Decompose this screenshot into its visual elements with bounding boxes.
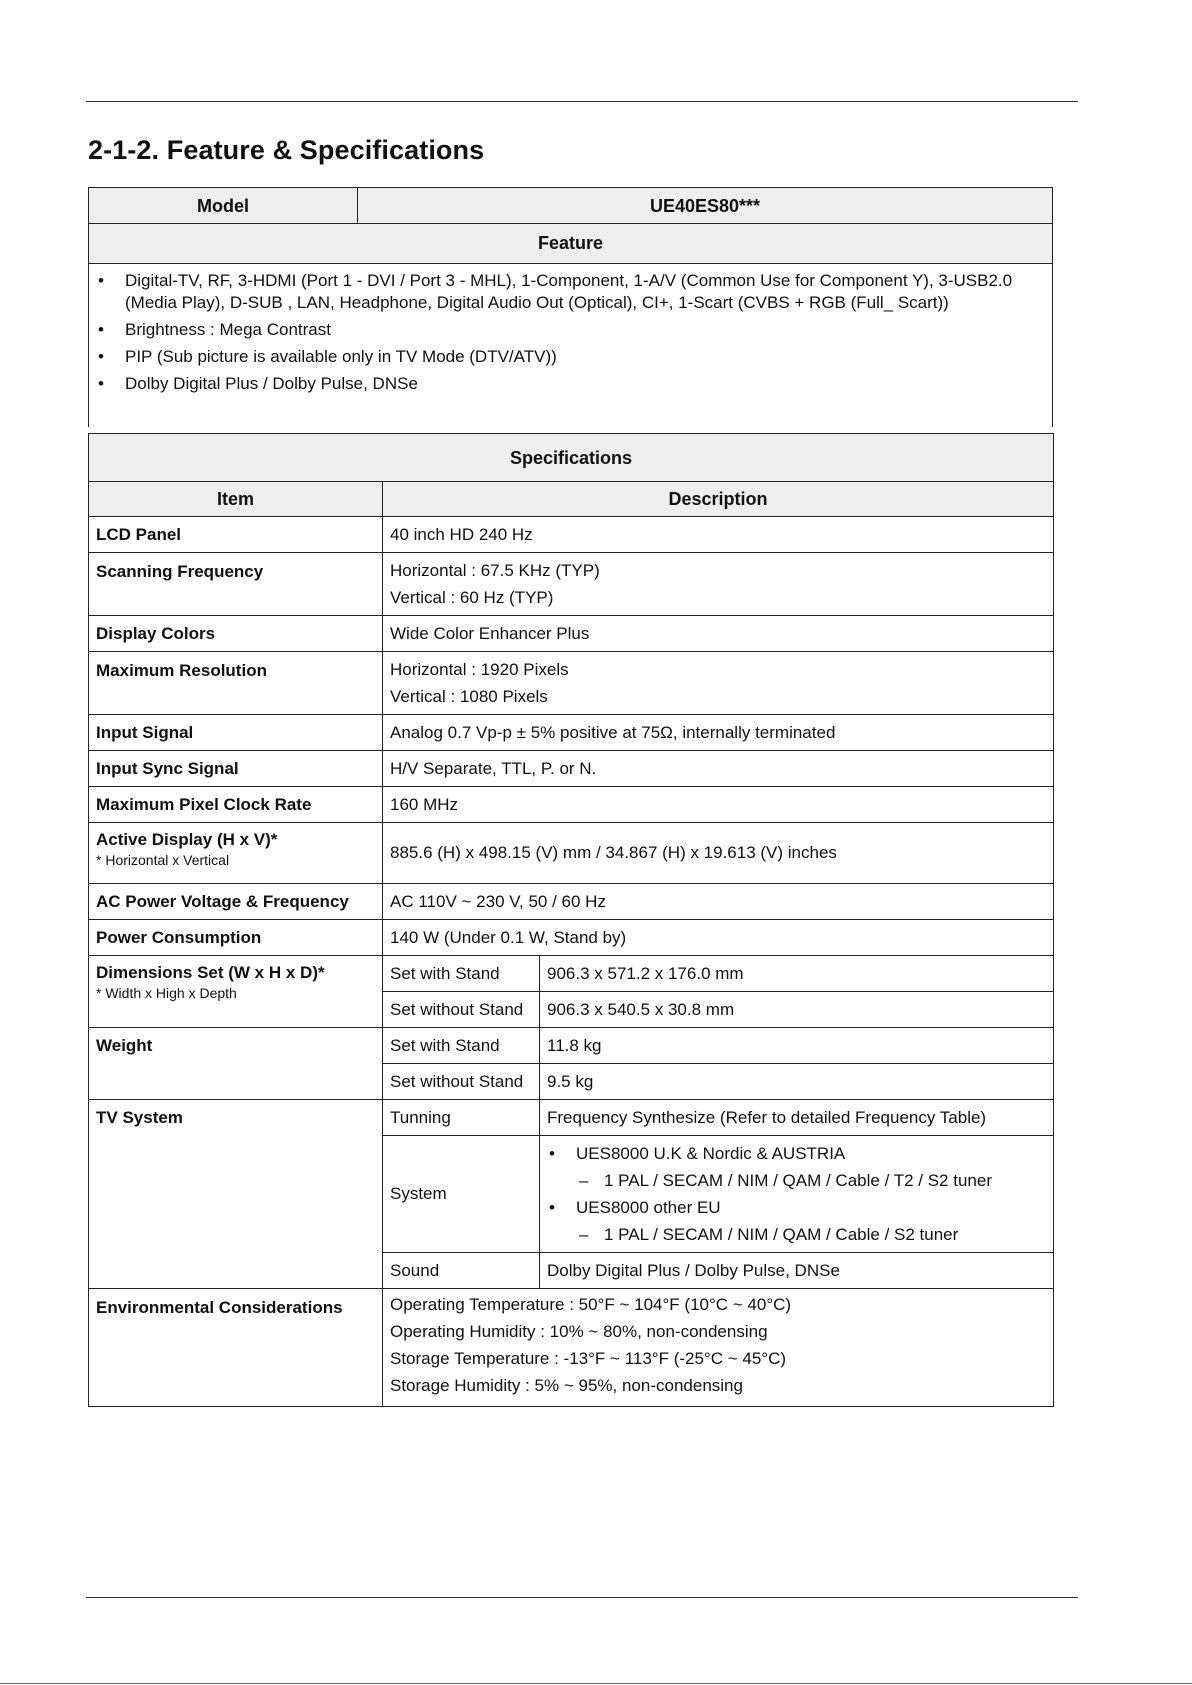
- item-cell: LCD Panel: [89, 517, 383, 553]
- page-title: 2-1-2. Feature & Specifications: [88, 135, 485, 165]
- column-header-description: Description: [383, 482, 1054, 517]
- system-dash-item: – 1 PAL / SECAM / NIM / QAM / Cable / T2 / S2 tuner: [547, 1167, 1046, 1194]
- sub-item-cell: Set with Stand: [383, 1028, 540, 1064]
- item-cell: Input Signal: [89, 715, 383, 751]
- item-cell: Scanning Frequency: [89, 553, 383, 616]
- description-cell: H/V Separate, TTL, P. or N.: [383, 751, 1054, 787]
- system-bullet: • UES8000 other EU: [547, 1194, 1046, 1221]
- description-line: Storage Temperature : -13°F ~ 113°F (-25°C ~ 45°C): [390, 1349, 787, 1368]
- model-value: UE40ES80***: [649, 195, 761, 216]
- feature-item: • PIP (Sub picture is available only in TV Mode (DTV/ATV)): [95, 346, 1042, 368]
- item-cell: Weight: [89, 1028, 383, 1100]
- description-line: Storage Humidity : 5% ~ 95%, non-condensing: [390, 1376, 743, 1395]
- table-row: [89, 884, 1054, 920]
- description-cell: Frequency Synthesize (Refer to detailed Frequency Table): [540, 1100, 1054, 1136]
- table-row: [89, 553, 1054, 616]
- feature-item: • Digital-TV, RF, 3-HDMI (Port 1 - DVI / Port 3 - MHL), 1-Component, 1-A/V (Common Use for Component Y), 3-USB2.0 (Media Play), D-SUB , LAN, Headphone, Digital Audio Out (Optical), CI+, 1-Scart (CVBS + RGB (Full_ Scart)): [95, 270, 1042, 314]
- description-cell: [383, 1289, 1054, 1407]
- description-line: Operating Temperature : 50°F ~ 104°F (10°C ~ 40°C): [390, 1295, 792, 1314]
- description-cell: Dolby Digital Plus / Dolby Pulse, DNSe: [540, 1253, 1054, 1289]
- item-cell: Environmental Considerations: [89, 1289, 383, 1407]
- description-cell: 160 MHz: [383, 787, 1054, 823]
- header-rule: [86, 101, 1078, 102]
- system-dash-item: – 1 PAL / SECAM / NIM / QAM / Cable / S2 tuner: [547, 1221, 1046, 1248]
- description-cell: [383, 553, 1054, 616]
- page-edge-rule: [0, 1683, 1192, 1684]
- table-row: [89, 517, 1054, 553]
- footer-rule: [86, 1597, 1078, 1598]
- sub-item-cell: System: [383, 1136, 540, 1253]
- description-cell: [540, 1136, 1054, 1253]
- description-cell: 11.8 kg: [540, 1028, 1054, 1064]
- feature-item: • Dolby Digital Plus / Dolby Pulse, DNSe: [95, 373, 1042, 395]
- model-label: Model: [89, 188, 358, 224]
- sub-item-cell: Set without Stand: [383, 1064, 540, 1100]
- table-row: [89, 823, 1054, 884]
- item-cell: Maximum Pixel Clock Rate: [89, 787, 383, 823]
- sub-item-cell: Sound: [383, 1253, 540, 1289]
- table-row: [89, 1289, 1054, 1407]
- description-line: Vertical : 1080 Pixels: [390, 687, 548, 706]
- item-cell: AC Power Voltage & Frequency: [89, 884, 383, 920]
- table-row: [89, 1100, 1054, 1136]
- specifications-table: [88, 433, 1054, 1407]
- specifications-header: Specifications: [89, 434, 1054, 482]
- sub-item-cell: Set with Stand: [383, 956, 540, 992]
- feature-item: • Brightness : Mega Contrast: [95, 319, 1042, 341]
- description-cell: 40 inch HD 240 Hz: [383, 517, 1054, 553]
- item-cell: Maximum Resolution: [89, 652, 383, 715]
- description-cell: 9.5 kg: [540, 1064, 1054, 1100]
- description-line: Horizontal : 67.5 KHz (TYP): [390, 561, 600, 580]
- column-header-item: Item: [89, 482, 383, 517]
- item-cell: Display Colors: [89, 616, 383, 652]
- description-line: Vertical : 60 Hz (TYP): [390, 588, 554, 607]
- sub-item-cell: Tunning: [383, 1100, 540, 1136]
- description-cell: [383, 652, 1054, 715]
- feature-header: Feature: [88, 223, 1053, 264]
- sub-item-cell: Set without Stand: [383, 992, 540, 1028]
- item-cell: Power Consumption: [89, 920, 383, 956]
- feature-list: [88, 263, 1053, 427]
- item-cell: Input Sync Signal: [89, 751, 383, 787]
- item-cell: [89, 823, 383, 884]
- description-cell: Analog 0.7 Vp-p ± 5% positive at 75Ω, internally terminated: [383, 715, 1054, 751]
- item-note: * Horizontal x Vertical: [96, 852, 230, 868]
- table-row: [89, 920, 1054, 956]
- system-bullet: • UES8000 U.K & Nordic & AUSTRIA: [547, 1140, 1046, 1167]
- item-label: Active Display (H x V)*: [96, 830, 278, 849]
- description-cell: 906.3 x 571.2 x 176.0 mm: [540, 956, 1054, 992]
- item-label: Dimensions Set (W x H x D)*: [96, 963, 325, 982]
- description-cell: 140 W (Under 0.1 W, Stand by): [383, 920, 1054, 956]
- item-cell: TV System: [89, 1100, 383, 1289]
- description-line: Horizontal : 1920 Pixels: [390, 660, 569, 679]
- description-cell: AC 110V ~ 230 V, 50 / 60 Hz: [383, 884, 1054, 920]
- table-row: [89, 1028, 1054, 1064]
- item-note: * Width x High x Depth: [96, 985, 237, 1001]
- table-row: [89, 652, 1054, 715]
- description-cell: 906.3 x 540.5 x 30.8 mm: [540, 992, 1054, 1028]
- table-row: [89, 787, 1054, 823]
- table-row: [89, 956, 1054, 992]
- model-row: [88, 187, 1053, 224]
- table-row: [89, 715, 1054, 751]
- description-cell: Wide Color Enhancer Plus: [383, 616, 1054, 652]
- table-row: [89, 616, 1054, 652]
- description-line: Operating Humidity : 10% ~ 80%, non-condensing: [390, 1322, 768, 1341]
- description-cell: 885.6 (H) x 498.15 (V) mm / 34.867 (H) x 19.613 (V) inches: [383, 823, 1054, 884]
- item-cell: [89, 956, 383, 1028]
- table-row: [89, 751, 1054, 787]
